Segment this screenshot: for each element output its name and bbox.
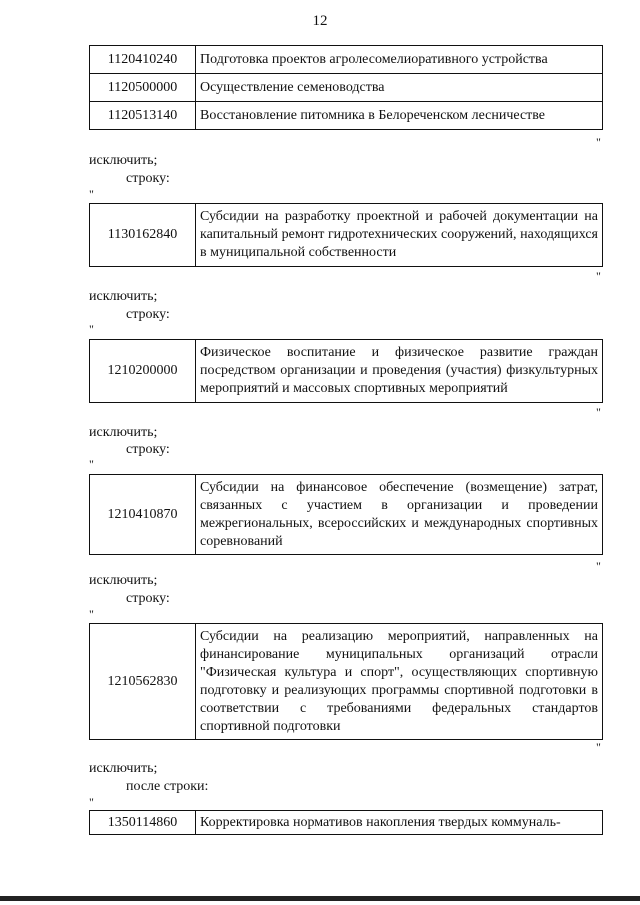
opening-quote: " bbox=[89, 795, 94, 809]
table-row bbox=[90, 624, 603, 740]
after-row-label: после строки: bbox=[126, 779, 209, 794]
budget-table-block bbox=[89, 474, 603, 555]
exclude-label: исключить; bbox=[89, 425, 158, 440]
table-row bbox=[90, 46, 603, 74]
code-cell: 1120410240 bbox=[90, 46, 196, 74]
table-row bbox=[90, 811, 603, 835]
code-cell: 1350114860 bbox=[90, 811, 196, 835]
table-row bbox=[90, 340, 603, 403]
exclude-label: исключить; bbox=[89, 573, 158, 588]
row-label: строку: bbox=[126, 307, 170, 322]
table-row bbox=[90, 475, 603, 555]
code-cell: 1210562830 bbox=[90, 624, 196, 740]
description-cell: Восстановление питомника в Белореченском лесничестве bbox=[196, 102, 603, 130]
exclude-label: исключить; bbox=[89, 761, 158, 776]
opening-quote: " bbox=[89, 457, 94, 471]
page-number: 12 bbox=[312, 13, 328, 29]
closing-quote: " bbox=[596, 269, 601, 283]
code-cell: 1130162840 bbox=[90, 204, 196, 267]
closing-quote: " bbox=[596, 405, 601, 419]
description-cell: Субсидии на разработку проектной и рабочей документации на капитальный ремонт гидротехнических сооружений, находящихся в муниципальной собственности bbox=[196, 204, 603, 267]
budget-table-bottom bbox=[89, 810, 603, 835]
opening-quote: " bbox=[89, 607, 94, 621]
opening-quote: " bbox=[89, 322, 94, 336]
code-cell: 1120500000 bbox=[90, 74, 196, 102]
budget-table-block bbox=[89, 623, 603, 740]
exclude-label: исключить; bbox=[89, 289, 158, 304]
description-cell: Корректировка нормативов накопления твердых коммуналь- bbox=[196, 811, 603, 835]
description-cell: Субсидии на финансовое обеспечение (возмещение) затрат, связанных с участием в организации и проведении межрегиональных, всероссийских и международных спортивных соревнований bbox=[196, 475, 603, 555]
budget-table-block bbox=[89, 203, 603, 267]
page-bottom-edge bbox=[0, 896, 640, 901]
description-cell: Субсидии на реализацию мероприятий, направленных на финансирование муниципальных организаций отрасли "Физическая культура и спорт", осуществляющих спортивную подготовку и реализующих программы спортивной подготовки в соответствии с требованиями федеральных стандартов спортивной подготовки bbox=[196, 624, 603, 740]
code-cell: 1210410870 bbox=[90, 475, 196, 555]
row-label: строку: bbox=[126, 442, 170, 457]
table-row bbox=[90, 74, 603, 102]
row-label: строку: bbox=[126, 591, 170, 606]
opening-quote: " bbox=[89, 187, 94, 201]
exclude-label: исключить; bbox=[89, 153, 158, 168]
closing-quote: " bbox=[596, 559, 601, 573]
table-row bbox=[90, 102, 603, 130]
budget-table-block bbox=[89, 339, 603, 403]
closing-quote: " bbox=[596, 135, 601, 149]
row-label: строку: bbox=[126, 171, 170, 186]
code-cell: 1210200000 bbox=[90, 340, 196, 403]
budget-table-top bbox=[89, 45, 603, 130]
description-cell: Подготовка проектов агролесомелиоративного устройства bbox=[196, 46, 603, 74]
description-cell: Физическое воспитание и физическое развитие граждан посредством организации и проведения (участия) физкультурных мероприятий и массовых спортивных мероприятий bbox=[196, 340, 603, 403]
closing-quote: " bbox=[596, 740, 601, 754]
description-cell: Осуществление семеноводства bbox=[196, 74, 603, 102]
code-cell: 1120513140 bbox=[90, 102, 196, 130]
table-row bbox=[90, 204, 603, 267]
